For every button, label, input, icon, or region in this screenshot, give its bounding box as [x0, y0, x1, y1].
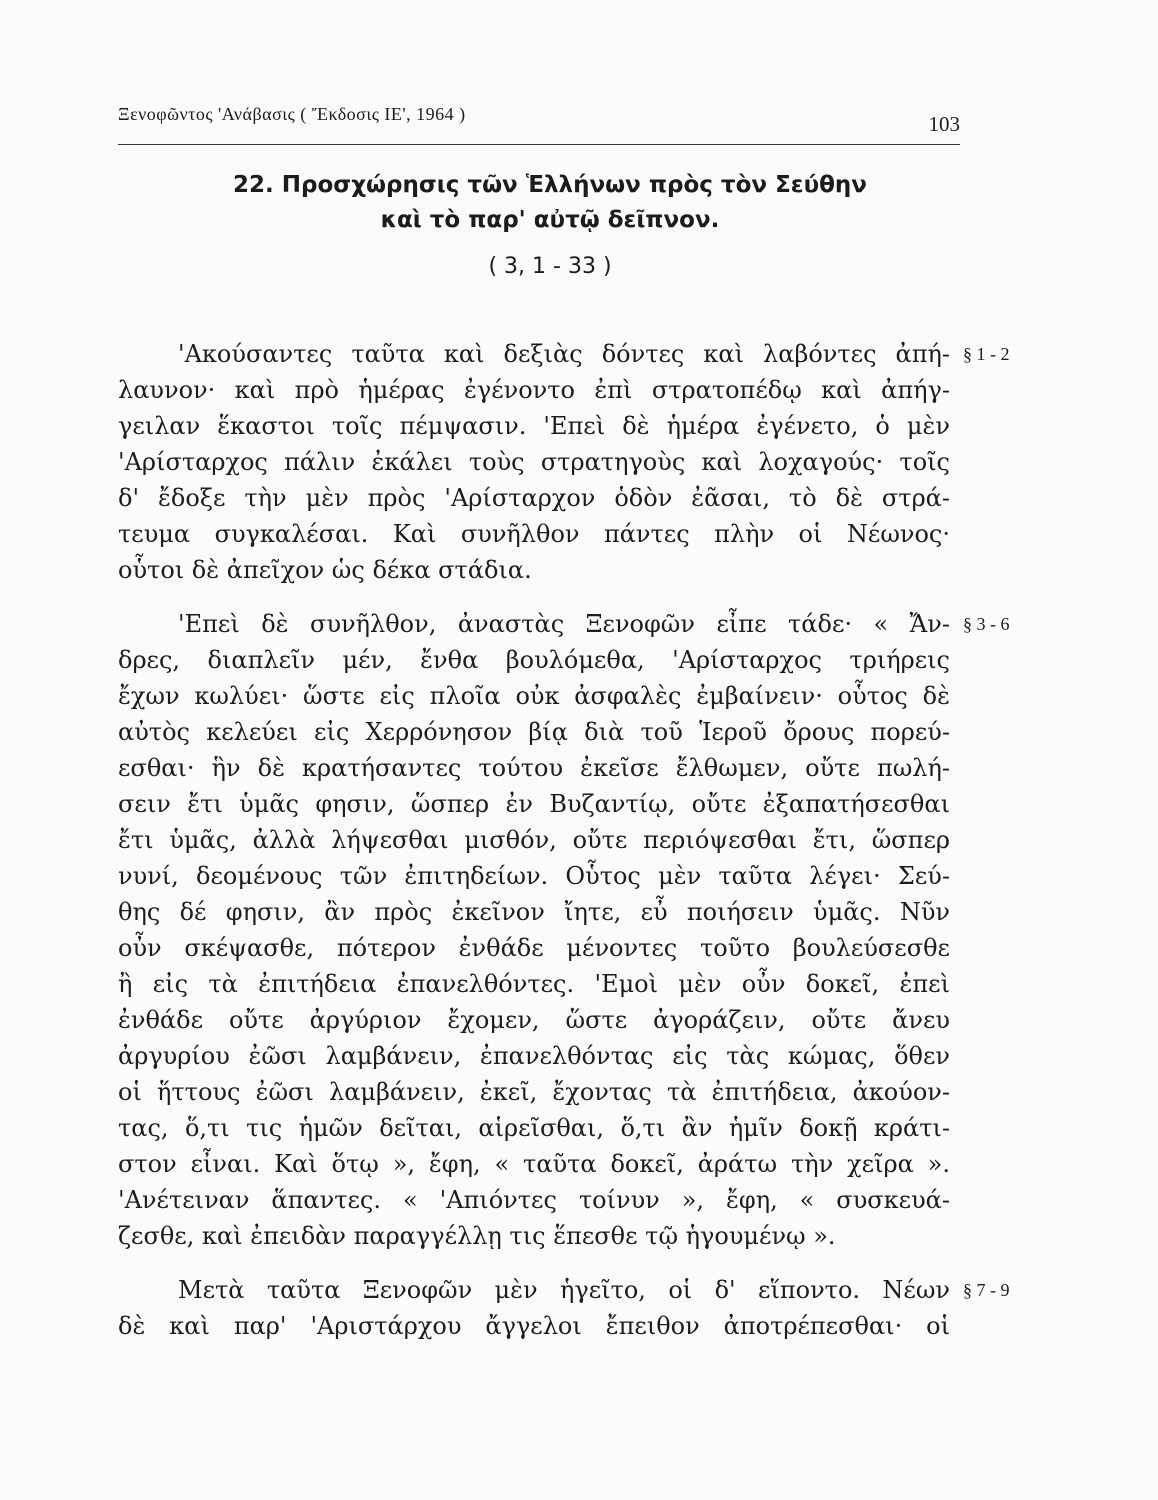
- running-header: [118, 104, 960, 145]
- running-title: Ξενοφῶντος 'Ανάβασις ( Ἔκδοσις ΙΕ', 1964 ): [118, 104, 466, 124]
- section-reference: ( 3, 1 - 33 ): [488, 254, 612, 279]
- text-line: τευμα συγκαλέσαι. Καὶ συνῆλθον πάντες πλὴν οἱ Νέωνος·: [118, 520, 950, 548]
- text-line: εσθαι· ἣν δὲ κρατήσαντες τούτου ἐκεῖσε ἔλθωμεν, οὔτε πωλή-: [118, 754, 950, 782]
- text-line: ἐνθάδε οὔτε ἀργύριον ἔχομεν, ὥστε ἀγοράζειν, οὔτε ἄνευ: [118, 1006, 950, 1034]
- text-line: Μετὰ ταῦτα Ξενοφῶν μὲν ἡγεῖτο, οἱ δ' εἵποντο. Νέων: [178, 1276, 950, 1304]
- text-line: λαυνον· καὶ πρὸ ἡμέρας ἐγένοντο ἐπὶ στρατοπέδῳ καὶ ἀπήγ-: [118, 376, 950, 404]
- section-title-line-1: 22. Προσχώρησις τῶν Ἑλλήνων πρὸς τὸν Σεύθην: [233, 172, 867, 198]
- margin-note: § 3 - 6: [963, 614, 1010, 634]
- text-line: θης δέ φησιν, ἂν πρὸς ἐκεῖνον ἴητε, εὖ ποιήσειν ὑμᾶς. Νῦν: [118, 898, 950, 926]
- text-line: τας, ὅ,τι τις ἡμῶν δεῖται, αἱρεῖσθαι, ὅ,τι ἂν ἡμῖν δοκῇ κράτι-: [118, 1114, 950, 1142]
- text-line: ἔχων κωλύει· ὥστε εἰς πλοῖα οὐκ ἀσφαλὲς ἐμβαίνειν· οὗτος δὲ: [118, 682, 950, 710]
- text-line: 'Ακούσαντες ταῦτα καὶ δεξιὰς δόντες καὶ λαβόντες ἀπή-: [178, 340, 950, 368]
- margin-note: § 7 - 9: [963, 1280, 1010, 1300]
- text-line: δρες, διαπλεῖν μέν, ἔνθα βουλόμεθα, 'Αρίσταρχος τριήρεις: [118, 646, 950, 674]
- text-line: ζεσθε, καὶ ἐπειδὰν παραγγέλλῃ τις ἕπεσθε τῷ ἡγουμένῳ ».: [118, 1222, 836, 1250]
- text-line: σειν ἔτι ὑμᾶς φησιν, ὥσπερ ἐν Βυζαντίῳ, οὔτε ἐξαπατήσεσθαι: [118, 790, 950, 818]
- text-line: στον εἶναι. Καὶ ὅτῳ », ἔφη, « ταῦτα δοκεῖ, ἀράτω τὴν χεῖρα ».: [118, 1150, 950, 1178]
- text-line: ἢ εἰς τὰ ἐπιτήδεια ἐπανελθόντες. 'Εμοὶ μὲν οὖν δοκεῖ, ἐπεὶ: [118, 970, 950, 998]
- text-line: γειλαν ἕκαστοι τοῖς πέμψασιν. 'Επεὶ δὲ ἡμέρα ἐγένετο, ὁ μὲν: [118, 412, 950, 440]
- text-line: δὲ καὶ παρ' 'Αριστάρχου ἄγγελοι ἔπειθον ἀποτρέπεσθαι· οἱ: [118, 1312, 950, 1340]
- text-line: ἀργυρίου ἐῶσι λαμβάνειν, ἐπανελθόντας εἰς τὰς κώμας, ὅθεν: [118, 1042, 950, 1070]
- text-line: ἔτι ὑμᾶς, ἀλλὰ λήψεσθαι μισθόν, οὔτε περιόψεσθαι ἔτι, ὥσπερ: [118, 826, 950, 854]
- section-title-line-2: καὶ τὸ παρ' αὐτῷ δεῖπνον.: [380, 207, 720, 233]
- text-line: δ' ἔδοξε τὴν μὲν πρὸς 'Αρίσταρχον ὁδὸν ἐᾶσαι, τὸ δὲ στρά-: [118, 484, 950, 512]
- text-line: οὖν σκέψασθε, πότερον ἐνθάδε μένοντες τοῦτο βουλεύσεσθε: [118, 934, 950, 962]
- text-line: 'Αρίσταρχος πάλιν ἐκάλει τοὺς στρατηγοὺς καὶ λοχαγούς· τοῖς: [118, 448, 950, 476]
- text-line: αὐτὸς κελεύει εἰς Χερρόνησον βίᾳ διὰ τοῦ Ἱεροῦ ὄρους πορεύ-: [118, 718, 950, 746]
- text-line: νυνί, δεομένους τῶν ἐπιτηδείων. Οὗτος μὲν ταῦτα λέγει· Σεύ-: [118, 862, 950, 890]
- margin-note: § 1 - 2: [963, 344, 1010, 364]
- text-line: οὗτοι δὲ ἀπεῖχον ὡς δέκα στάδια.: [118, 556, 532, 584]
- text-line: 'Επεὶ δὲ συνῆλθον, ἀναστὰς Ξενοφῶν εἶπε τάδε· « Ἄν-: [178, 610, 950, 638]
- text-line: 'Ανέτειναν ἅπαντες. « 'Απιόντες τοίνυν », ἔφη, « συσκευά-: [118, 1186, 950, 1214]
- page-number: 103: [928, 112, 960, 136]
- text-line: οἱ ἥττους ἐῶσι λαμβάνειν, ἐκεῖ, ἔχοντας τὰ ἐπιτήδεια, ἀκούον-: [118, 1078, 950, 1106]
